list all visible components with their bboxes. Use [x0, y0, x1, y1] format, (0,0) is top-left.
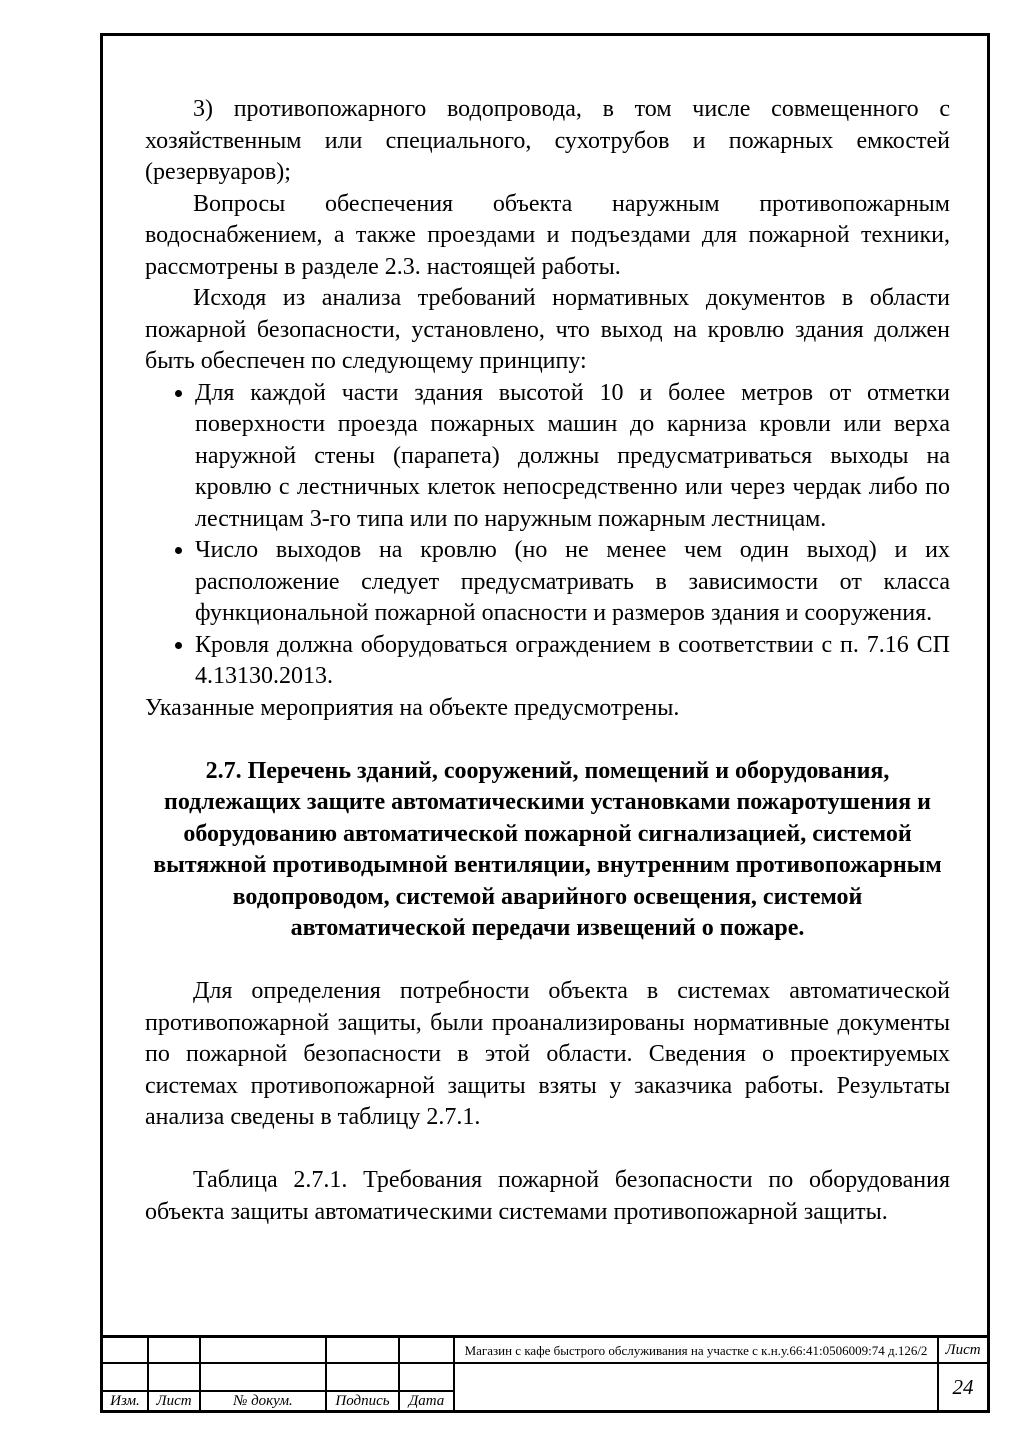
column-label-podpis: Подпись — [327, 1392, 398, 1410]
paragraph-water-supply: Вопросы обеспечения объекта наружным противопожарным водоснабжением, а также проездами и подъездами для пожарной техники, рассмотрены в разделе 2.3. настоящей работы. — [145, 190, 950, 280]
content-area — [103, 36, 987, 1335]
paragraph-roof-access-intro: Исходя из анализа требований нормативных документов в области пожарной безопасности, установлено, что выход на кровлю здания должен быть обеспечен по следующему принципу: — [145, 285, 950, 374]
project-title-cell: Магазин с кафе быстрого обслуживания на участке с к.н.у.66:41:0506009:74 д.126/2 — [455, 1338, 937, 1362]
list-item-roof-exits: • Для каждой части здания высотой 10 и более метров от отметки поверхности проезда пожарных машин до карниза кровли или верха наружной стены (парапета) должны предусматриваться выходы на кровлю с лестничных клеток непосредственно или через чердак либо по лестницам 3-го типа или по наружным пожарным лестницам. — [195, 378, 950, 536]
column-label-dokum: № докум. — [201, 1392, 325, 1410]
section-heading-2-7: 2.7. Перечень зданий, сооружений, помещений и оборудования, подлежащих защите автоматическими установками пожаротушения и оборудованию автоматической пожарной сигнализацией, системой вытяжной противодымной вентиляции, внутренним противопожарным водопроводом, системой аварийного освещения, системой автоматической передачи извещений о пожаре. — [153, 757, 942, 941]
title-block-empty-cell — [103, 1338, 147, 1362]
title-block-empty-cell — [455, 1364, 937, 1410]
column-label-izm: Изм. — [103, 1392, 147, 1410]
column-label-list: Лист — [149, 1392, 199, 1410]
title-block-empty-cell — [400, 1364, 453, 1390]
title-block-empty-cell — [400, 1338, 453, 1362]
title-block — [103, 1335, 987, 1410]
sheet-number-cell: 24 — [939, 1364, 987, 1410]
column-label-data: Дата — [400, 1392, 453, 1410]
paragraph-measures-provided: Указанные мероприятия на объекте предусмотрены. — [145, 694, 680, 721]
list-item-exit-count: • Число выходов на кровлю (но не менее чем один выход) и их расположение следует предусматривать в зависимости от класса функциональной пожарной опасности и размеров здания и сооружения. — [195, 535, 950, 630]
table-caption-2-7-1: Таблица 2.7.1. Требования пожарной безопасности по оборудования объекта защиты автоматическими системами противопожарной защиты. — [145, 1167, 950, 1225]
title-block-empty-cell — [201, 1364, 325, 1390]
paragraph-fire-water-item3: 3) противопожарного водопровода, в том числе совмещенного с хозяйственным или специального, сухотрубов и пожарных емкостей (резервуаров); — [145, 96, 950, 185]
title-block-empty-cell — [201, 1338, 325, 1362]
title-block-empty-cell — [327, 1338, 398, 1362]
title-block-empty-cell — [149, 1364, 199, 1390]
title-block-empty-cell — [103, 1364, 147, 1390]
sheet-label-cell: Лист — [939, 1338, 987, 1362]
list-item-roof-guard: • Кровля должна оборудоваться ограждением в соответствии с п. 7.16 СП 4.13130.2013. — [195, 630, 950, 693]
page-frame — [100, 33, 990, 1413]
title-block-empty-cell — [327, 1364, 398, 1390]
paragraph-analysis-intro: Для определения потребности объекта в системах автоматической противопожарной защиты, были проанализированы нормативные документы по пожарной безопасности в этой области. Сведения о проектируемых системах противопожарной защиты взяты у заказчика работы. Результаты анализа сведены в таблицу 2.7.1. — [145, 978, 950, 1130]
roof-requirements-list — [145, 378, 950, 693]
title-block-empty-cell — [149, 1338, 199, 1362]
